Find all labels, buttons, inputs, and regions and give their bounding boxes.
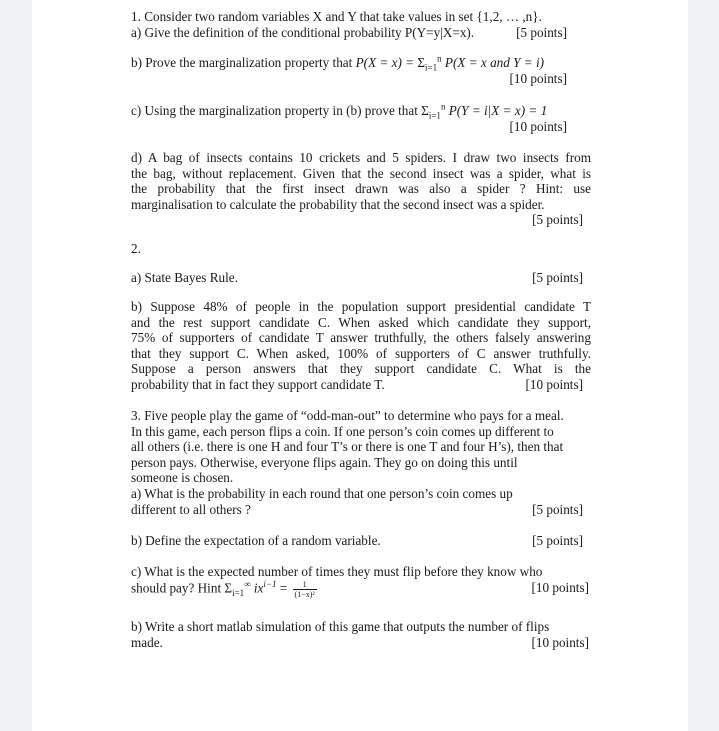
- q2b-points: [10 points]: [525, 376, 583, 392]
- q3b-points: [5 points]: [532, 533, 583, 548]
- q3c-math-term: ix: [253, 580, 264, 596]
- q3c-text: should pay? Hint: [131, 580, 222, 596]
- q3a-line-2: [131, 502, 591, 518]
- q1a-points: [5 points]: [516, 24, 567, 40]
- q1d-points: [5 points]: [532, 212, 583, 228]
- q2a-points: [5 points]: [532, 270, 583, 285]
- document-page: [32, 0, 688, 731]
- q3c-block: [131, 564, 591, 600]
- q1c-math-rhs: P(Y = i|X = x) = 1: [448, 103, 548, 118]
- q1c-points: [10 points]: [509, 118, 567, 134]
- q3-intro-4: person pays. Otherwise, everyone flips again. They go on doing this until: [131, 454, 518, 470]
- q3c-frac-num: 1: [293, 580, 317, 590]
- q2a-block: [131, 270, 591, 286]
- q1c-text: c) Using the marginalization property in (b) prove that: [131, 103, 418, 118]
- q1c-block: [131, 103, 591, 134]
- q3d-text: made.: [131, 634, 163, 650]
- q3c-points: [10 points]: [531, 579, 589, 595]
- q1c-line: [131, 103, 591, 119]
- q3c-fraction: [293, 580, 317, 599]
- q1c-math-sub: i=1: [428, 110, 441, 121]
- q3-intro-3: all others (i.e. there is one H and four T’s or there is one T and four H’s), then that: [131, 439, 564, 455]
- q1d-line-3: the probability that the first insect drawn was also a spider ? Hint: use: [131, 181, 591, 197]
- q2b-line-3: 75% of supporters of candidate T answer truthfully, the others falsely answering: [131, 330, 591, 346]
- q2a-line: [131, 270, 591, 286]
- q1a-line: [131, 25, 591, 41]
- q1-block: [131, 9, 591, 40]
- q3-intro-2: In this game, each person flips a coin. If one person’s coin comes up different to: [131, 423, 554, 439]
- q1d-block: [131, 150, 591, 228]
- q1c-math-sup: n: [440, 101, 446, 112]
- q3d-points: [10 points]: [531, 634, 589, 650]
- q3d-line-1: b) Write a short matlab simulation of this game that outputs the number of flips: [131, 619, 550, 634]
- q3c-line-2: [131, 580, 591, 600]
- q2a-text: a) State Bayes Rule.: [131, 270, 238, 285]
- q3b-line: [131, 533, 591, 549]
- q3d-line-2: [131, 635, 591, 651]
- q1d-line-1: d) A bag of insects contains 10 crickets and 5 spiders. I draw two insects from: [131, 150, 591, 165]
- q1b-math-sub: i=1: [425, 62, 438, 73]
- q1a-text: a) Give the definition of the conditional probability P(Y=y|X=x).: [131, 24, 475, 40]
- q1d-line-2: the bag, without replacement. Given that the second insect was a spider, what is: [131, 165, 591, 181]
- q3c-frac-den: (1−x)²: [294, 589, 315, 599]
- q3c-math-sub: i=1: [232, 587, 245, 598]
- q1b-math-rhs: P(X = x and Y = i): [444, 55, 545, 70]
- q1b-points: [10 points]: [509, 70, 567, 86]
- q2-block: [131, 241, 591, 257]
- q1b-math-sup: n: [437, 53, 442, 64]
- q2-header: 2.: [131, 241, 141, 256]
- q1c-math-sum: Σ: [421, 103, 429, 118]
- q3b-text: b) Define the expectation of a random variable.: [131, 533, 381, 548]
- q1b-block: [131, 55, 591, 86]
- q1-header: 1. Consider two random variables X and Y that take values in set {1,2, … ,n}.: [131, 9, 542, 24]
- q3-block: [131, 408, 591, 517]
- q1b-line: [131, 55, 591, 71]
- q3-intro-1: 3. Five people play the game of “odd-man-out” to determine who pays for a meal.: [131, 408, 564, 423]
- q3a-text: different to all others ?: [131, 501, 251, 517]
- q3c-math-eq: =: [279, 580, 288, 596]
- q3a-points: [5 points]: [532, 501, 583, 517]
- q2b-line-6: [131, 377, 591, 393]
- q3b-block: [131, 533, 591, 549]
- q1d-line-4: marginalisation to calculate the probability that the second insect was a spider.: [131, 196, 545, 212]
- q2b-line-5: Suppose a person answers that they support candidate C. What is the: [131, 361, 591, 377]
- q3d-block: [131, 619, 591, 650]
- q1b-math-sum: Σ: [417, 55, 426, 70]
- q2b-line-2: and the rest support candidate C. When asked which candidate they support,: [131, 314, 591, 330]
- q1b-math-lhs: P(X = x) =: [355, 55, 415, 70]
- q3-intro-5: someone is chosen.: [131, 470, 234, 486]
- q3c-math-sup: ∞: [244, 578, 251, 589]
- q3c-math-sum: Σ: [224, 580, 233, 596]
- q3c-line-1: c) What is the expected number of times they must flip before they know who: [131, 564, 543, 579]
- q2b-line-1: b) Suppose 48% of people in the population support presidential candidate T: [131, 299, 591, 314]
- q2b-block: [131, 299, 591, 393]
- q2b-line-4: that they support C. When asked, 100% of supporters of C answer truthfully.: [131, 345, 591, 361]
- q3c-math-exp: i−1: [263, 578, 277, 589]
- q2b-last-text: probability that in fact they support candidate T.: [131, 376, 385, 392]
- q3a-line-1: a) What is the probability in each round that one person’s coin comes up: [131, 485, 513, 501]
- q1b-text: b) Prove the marginalization property that: [131, 55, 353, 70]
